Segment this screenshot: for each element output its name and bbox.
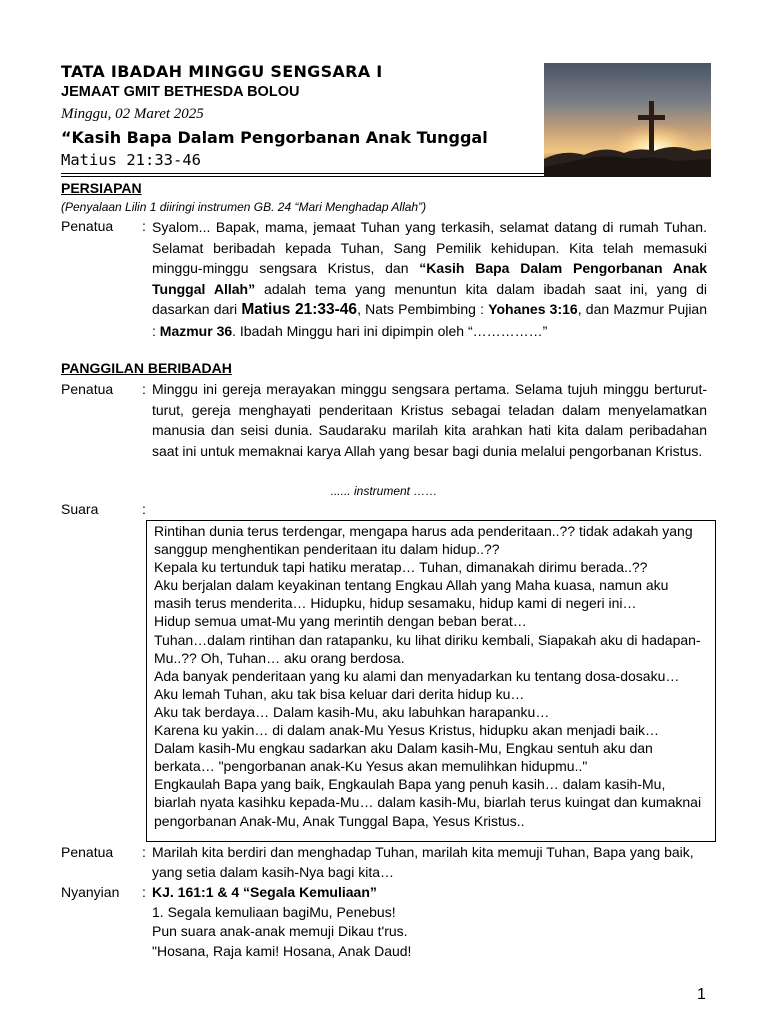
role-colon: :	[142, 501, 146, 517]
persiapan-reading-bold: Matius 21:33-46	[241, 301, 358, 318]
persiapan-note: (Penyalaan Lilin 1 diiringi instrumen GB. 24 “Mari Menghadap Allah”)	[61, 200, 427, 214]
document-title: TATA IBADAH MINGGU SENGSARA I	[61, 62, 383, 81]
service-date: Minggu, 02 Maret 2025	[61, 106, 204, 122]
role-label-nyanyian: Nyanyian	[61, 884, 120, 900]
cross-icon	[544, 63, 711, 177]
header-divider-2	[61, 176, 544, 177]
nyanyian-lines	[152, 883, 411, 961]
penatua2-lines	[152, 843, 694, 882]
suara-line: Dalam kasih-Mu engkau sadarkan aku Dalam kasih-Mu, Engkau sentuh aku dan	[154, 740, 653, 757]
persiapan-text-5: . Ibadah Minggu hari ini dipimpin oleh “……………”	[232, 322, 548, 339]
suara-line: Aku tak berdaya… Dalam kasih-Mu, aku labuhkan harapanku…	[154, 703, 550, 720]
page-number: 1	[697, 986, 706, 1003]
suara-line: Aku lemah Tuhan, aku tak bisa keluar dari derita hidup ku…	[154, 685, 525, 702]
suara-line: Mu..?? Oh, Tuhan… aku orang berdosa.	[154, 649, 405, 666]
persiapan-paragraph	[152, 217, 707, 341]
header-divider	[61, 173, 544, 174]
persiapan-text-2: adalah tema yang menuntun kita dalam ibadah saat ini, yang di dasarkan dari	[152, 280, 708, 317]
suara-line: Kepala ku tertunduk tapi hatiku meratap… Tuhan, dimanakah dirimu berada..??	[154, 559, 648, 576]
song-line: "Hosana, Raja kami! Hosana, Anak Daud!	[152, 942, 412, 959]
persiapan-text-3: , Nats Pembimbing :	[357, 301, 489, 317]
suara-line: Rintihan dunia terus terdengar, mengapa harus ada penderitaan..?? tidak adakah yang	[154, 523, 693, 539]
suara-line: berkata… "pengorbanan anak-Ku Yesus akan memulihkan hidupmu.."	[154, 758, 588, 775]
suara-line: sanggup menghentikan penderitaan itu dalam hidup..??	[154, 541, 500, 558]
service-theme: “Kasih Bapa Dalam Pengorbanan Anak Tunggal	[61, 128, 488, 147]
persiapan-mazmur-bold: Mazmur 36	[159, 322, 233, 339]
persiapan-nats-bold: Yohanes 3:16	[488, 301, 578, 317]
role-colon: :	[142, 844, 146, 860]
suara-line: Tuhan…dalam rintihan dan ratapanku, ku lihat diriku kembali, Siapakah aku di hadapan-	[154, 631, 701, 648]
persiapan-theme-bold: “Kasih Bapa Dalam Pengorbanan Anak Tunggal Allah”	[152, 260, 708, 297]
suara-line: Aku berjalan dalam keyakinan tentang Engkau Allah yang Maha kuasa, namun aku	[154, 577, 669, 594]
suara-line: pengorbanan Anak-Mu, Anak Tunggal Bapa, Yesus Kristus..	[154, 812, 525, 829]
section-heading-persiapan: PERSIAPAN	[61, 180, 142, 196]
congregation-name: JEMAAT GMIT BETHESDA BOLOU	[61, 84, 300, 100]
bible-reading: Matius 21:33-46	[61, 151, 201, 169]
persiapan-text-4: , dan Mazmur Pujian :	[152, 301, 707, 339]
song-title: KJ. 161:1 & 4 “Segala Kemuliaan”	[152, 884, 377, 900]
role-label-penatua: Penatua	[61, 381, 114, 397]
suara-line: Ada banyak penderitaan yang ku alami dan menyadarkan ku tentang dosa-dosaku…	[154, 667, 680, 684]
section-heading-panggilan: PANGGILAN BERIBADAH	[61, 360, 232, 376]
suara-line: Hidup semua umat-Mu yang merintih dengan beban berat…	[154, 613, 527, 630]
role-colon: :	[142, 218, 146, 234]
role-label-penatua: Penatua	[61, 218, 114, 234]
role-label-penatua: Penatua	[61, 844, 114, 860]
suara-line: biarlah nyata kasihku kepada-Mu… dalam kasih-Mu, biarlah terus kuingat dan kumaknai	[154, 794, 702, 811]
suara-line: Karena ku yakin… di dalam anak-Mu Yesus Kristus, hidupku akan menjadi baik…	[154, 722, 660, 739]
song-line: 1. Segala kemuliaan bagiMu, Penebus!	[152, 903, 396, 920]
persiapan-text-1: Syalom... Bapak, mama, jemaat Tuhan yang terkasih, selamat datang di rumah Tuhan. Selamat beribadah kepada Tuhan, Sang Pemilik kehidupan. Kita telah memasuki minggu-minggu sengsara Kristus, dan	[152, 219, 707, 276]
suara-line: masih terus menderita… Hidupku, hidup sesamaku, hidup kami di negeri ini…	[154, 595, 637, 612]
instrument-note: ...... instrument ……	[330, 484, 438, 498]
suara-lines	[154, 522, 710, 830]
panggilan-paragraph: Minggu ini gereja merayakan minggu sengsara pertama. Selama tujuh minggu berturut-turut, gereja menghayati penderitaan Kristus sebagai teladan dalam menyelamatkan manusia dan seisi dunia. Saudaraku marilah kita arahkan hati kita dalam peribadahan saat ini untuk memaknai karya Allah yang besar bagi dunia melalui pengorbanan Kristus.	[152, 381, 707, 459]
role-colon: :	[142, 884, 146, 900]
penatua2-line: Marilah kita berdiri dan menghadap Tuhan, marilah kita memuji Tuhan, Bapa yang baik,	[152, 844, 694, 860]
penatua2-line: yang setia dalam kasih-Nya bagi kita…	[152, 863, 395, 880]
suara-line: Engkaulah Bapa yang baik, Engkaulah Bapa yang penuh kasih… dalam kasih-Mu,	[154, 776, 666, 793]
role-label-suara: Suara	[61, 501, 99, 517]
song-line: Pun suara anak-anak memuji Dikau t'rus.	[152, 923, 408, 939]
cross-sunset-image	[544, 63, 711, 177]
role-colon: :	[142, 381, 146, 397]
